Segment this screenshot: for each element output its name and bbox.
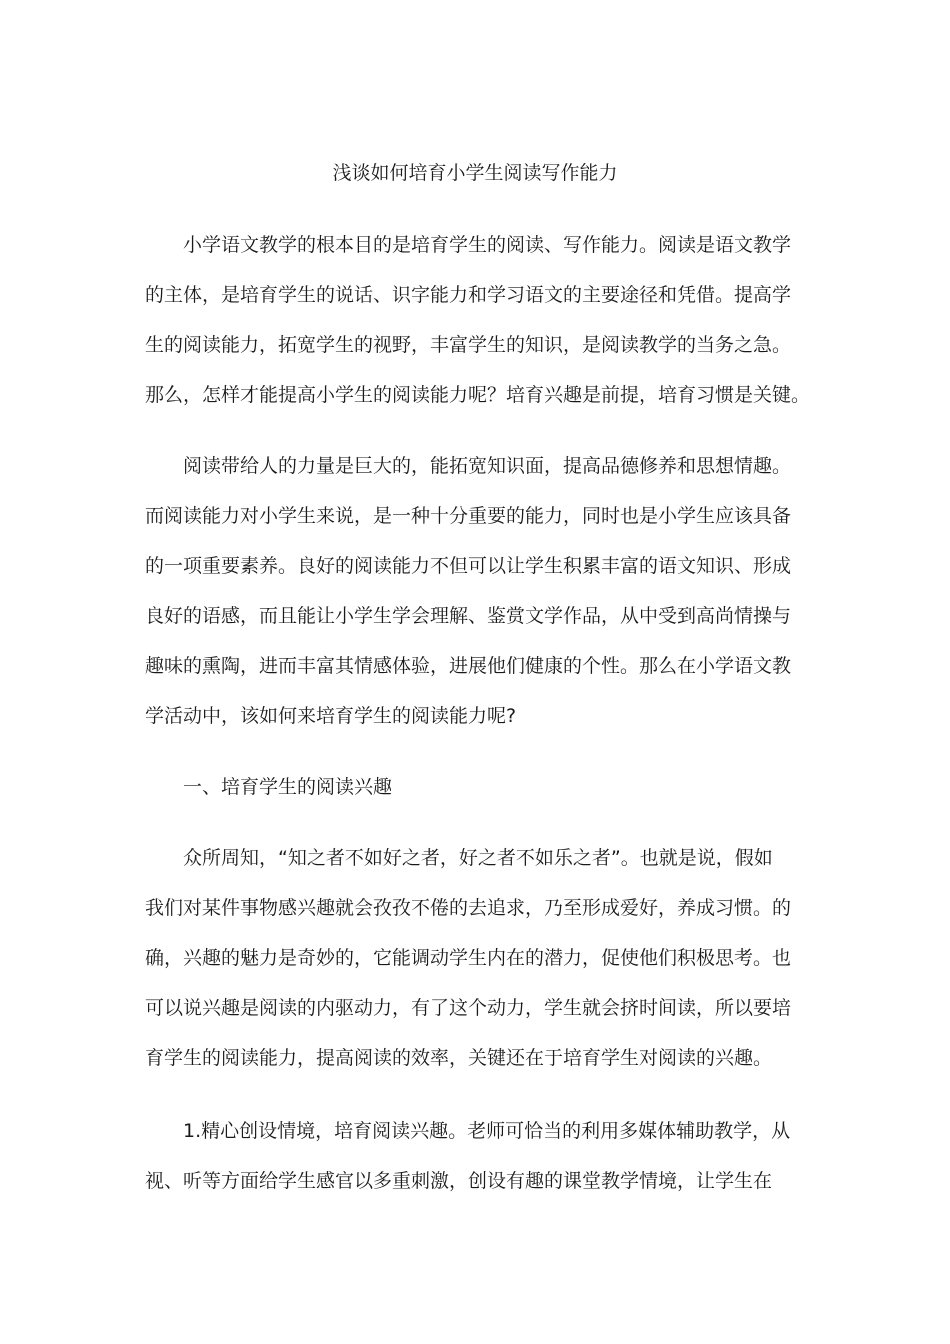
paragraph-line: 确，兴趣的魅力是奇妙的，它能调动学生内在的潜力，促使他们积极思考。也 bbox=[145, 947, 792, 969]
paragraph-line: 阅读带给人的力量是巨大的，能拓宽知识面，提高品德修养和思想情趣。 bbox=[183, 455, 792, 477]
paragraph-4 bbox=[145, 1106, 805, 1206]
paragraph-line: 1.精心创设情境，培育阅读兴趣。老师可恰当的利用多媒体辅助教学，从 bbox=[183, 1120, 791, 1142]
paragraph-line: 众所周知，“知之者不如好之者，好之者不如乐之者”。也就是说，假如 bbox=[183, 847, 773, 869]
paragraph-1 bbox=[145, 220, 811, 420]
paragraph-line: 那么，怎样才能提高小学生的阅读能力呢？培育兴趣是前提，培育习惯是关键。 bbox=[145, 384, 811, 406]
section-heading: 一、培育学生的阅读兴趣 bbox=[183, 776, 393, 798]
paragraph-line: 而阅读能力对小学生来说，是一种十分重要的能力，同时也是小学生应该具备 bbox=[145, 505, 792, 527]
paragraph-line: 趣味的熏陶，进而丰富其情感体验，进展他们健康的个性。那么在小学语文教 bbox=[145, 655, 792, 677]
paragraph-line: 的一项重要素养。良好的阅读能力不但可以让学生积累丰富的语文知识、形成 bbox=[145, 555, 792, 577]
paragraph-line: 良好的语感，而且能让小学生学会理解、鉴赏文学作品，从中受到高尚情操与 bbox=[145, 605, 792, 627]
paragraph-line: 可以说兴趣是阅读的内驱动力，有了这个动力，学生就会挤时间读，所以要培 bbox=[145, 997, 792, 1019]
paragraph-line: 学活动中，该如何来培育学生的阅读能力呢? bbox=[145, 705, 517, 727]
paragraph-line: 生的阅读能力，拓宽学生的视野，丰富学生的知识，是阅读教学的当务之急。 bbox=[145, 334, 792, 356]
paragraph-line: 小学语文教学的根本目的是培育学生的阅读、写作能力。阅读是语文教学 bbox=[183, 234, 792, 256]
document-title: 浅谈如何培育小学生阅读写作能力 bbox=[332, 162, 618, 184]
paragraph-line: 视、听等方面给学生感官以多重刺激，创设有趣的课堂教学情境，让学生在 bbox=[145, 1170, 773, 1192]
paragraph-line: 我们对某件事物感兴趣就会孜孜不倦的去追求，乃至形成爱好，养成习惯。的 bbox=[145, 897, 792, 919]
paragraph-3 bbox=[145, 833, 805, 1083]
paragraph-2 bbox=[145, 441, 805, 741]
paragraph-line: 的主体，是培育学生的说话、识字能力和学习语文的主要途径和凭借。提高学 bbox=[145, 284, 792, 306]
section-heading-1 bbox=[145, 762, 805, 812]
paragraph-line: 育学生的阅读能力，提高阅读的效率，关键还在于培育学生对阅读的兴趣。 bbox=[145, 1047, 773, 1069]
